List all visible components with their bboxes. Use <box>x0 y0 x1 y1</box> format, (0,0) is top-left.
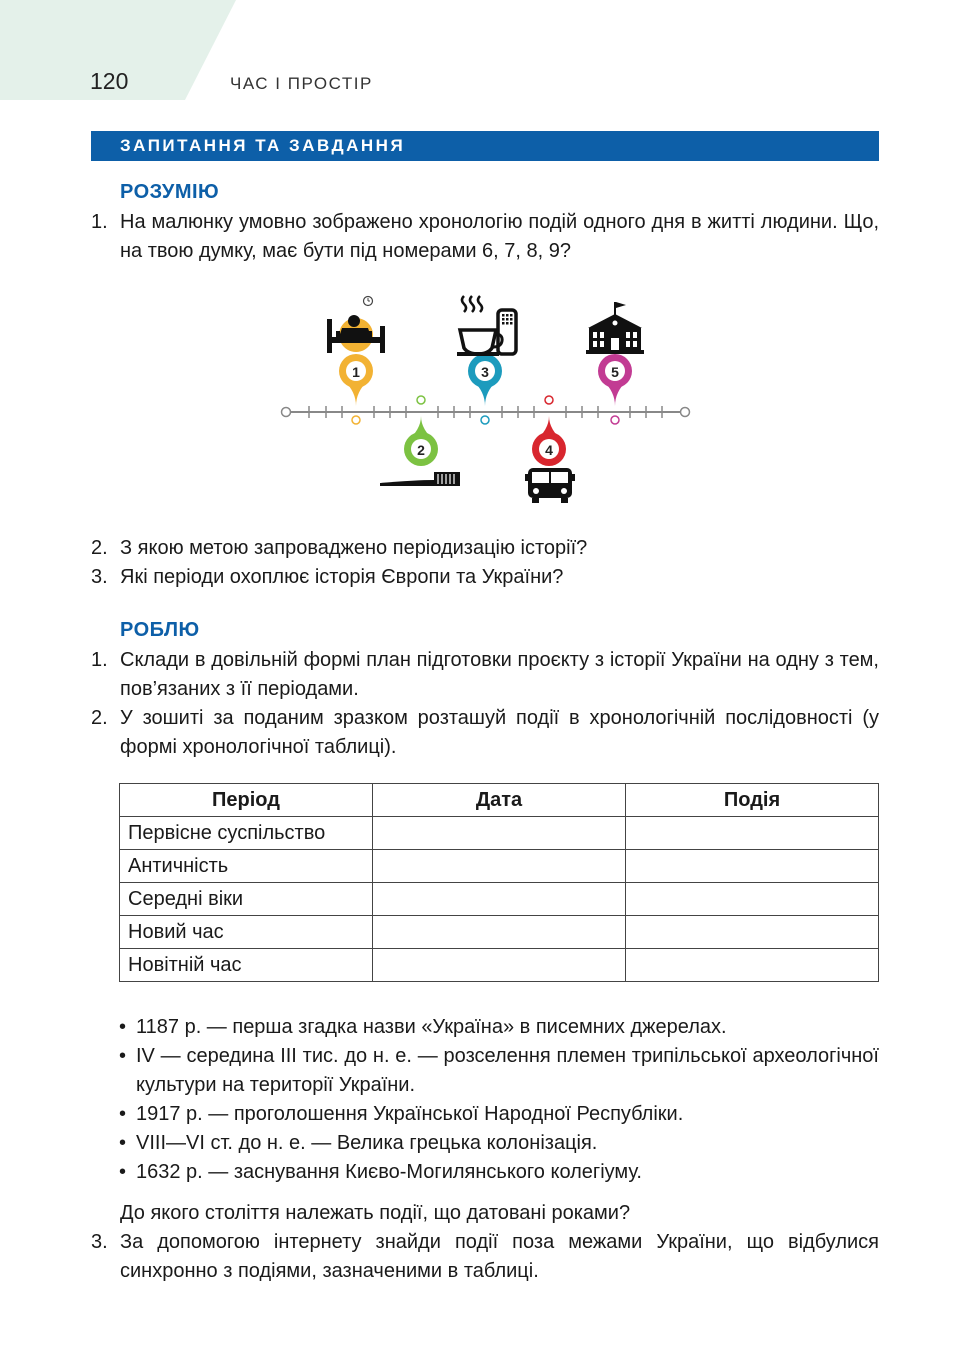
task-number: 3. <box>91 1231 108 1253</box>
date-cell <box>373 817 626 850</box>
column-header-date: Дата <box>373 784 626 817</box>
question-2 <box>91 534 879 563</box>
task-text: У зошиті за поданим зразком розташуй події в хронологічній послідовності (у формі хронологічної таблиці). <box>120 707 879 758</box>
task-3 <box>91 1228 879 1286</box>
bus-icon <box>525 468 575 503</box>
event-item: • 1632 р. — заснування Києво-Могилянського колегіуму. <box>119 1158 879 1187</box>
question-number: 3. <box>91 566 108 588</box>
event-item: • 1917 р. — проголошення Української Народної Республіки. <box>119 1100 879 1129</box>
task-text: Склади в довільній формі план підготовки проєкту з історії України на одну з тем, пов’язаних з її періодами. <box>120 649 879 700</box>
alarm-clock-icon <box>364 297 373 306</box>
coffee-cup-icon <box>457 296 516 356</box>
do-heading: РОБЛЮ <box>120 619 200 641</box>
running-head: ЧАС І ПРОСТІР <box>230 74 373 93</box>
marker-label-5: 5 <box>611 364 619 380</box>
section-banner: ЗАПИТАННЯ ТА ЗАВДАННЯ <box>91 131 879 161</box>
event-cell <box>626 949 879 982</box>
task-number: 2. <box>91 707 108 729</box>
task-2 <box>91 704 879 762</box>
task-1 <box>91 646 879 704</box>
table-header-row <box>120 784 879 817</box>
marker-label-2: 2 <box>417 442 425 458</box>
column-header-period: Період <box>120 784 373 817</box>
event-item: • VIII—VI ст. до н. е. — Велика грецька колонізація. <box>119 1129 879 1158</box>
events-list <box>119 1013 879 1187</box>
table-row <box>120 850 879 883</box>
timeline-marker-2 <box>404 396 438 466</box>
table-row <box>120 883 879 916</box>
question-1 <box>91 208 879 266</box>
period-cell: Первісне суспільство <box>120 817 373 850</box>
marker-label-1: 1 <box>352 364 360 380</box>
timeline-marker-4 <box>532 396 566 466</box>
timeline-end-dot <box>681 408 690 417</box>
question-number: 2. <box>91 537 108 559</box>
timeline-marker-5 <box>598 354 632 424</box>
event-cell <box>626 850 879 883</box>
period-cell: Античність <box>120 850 373 883</box>
event-cell <box>626 916 879 949</box>
chronology-table <box>119 783 879 982</box>
marker-label-4: 4 <box>545 442 553 458</box>
table-row <box>120 916 879 949</box>
school-building-icon <box>586 302 644 354</box>
event-item: • IV — середина III тис. до н. е. — розселення племен трипільської археологічної культури на території України. <box>119 1042 879 1100</box>
task-number: 1. <box>91 649 108 671</box>
date-cell <box>373 883 626 916</box>
table-row <box>120 949 879 982</box>
marker-label-3: 3 <box>481 364 489 380</box>
event-cell <box>626 817 879 850</box>
day-timeline-figure <box>276 290 696 510</box>
question-number: 1. <box>91 211 108 233</box>
column-header-event: Подія <box>626 784 879 817</box>
period-cell: Середні віки <box>120 883 373 916</box>
question-text: На малюнку умовно зображено хронологію подій одного дня в житті людини. Що, на твою думку, має бути під номерами 6, 7, 8, 9? <box>120 211 879 262</box>
timeline-start-dot <box>282 408 291 417</box>
question-text: Які періоди охоплює історія Європи та України? <box>120 566 564 588</box>
date-cell <box>373 916 626 949</box>
table-row <box>120 817 879 850</box>
question-text: З якою метою запроваджено періодизацію історії? <box>120 537 588 559</box>
question-3 <box>91 563 879 592</box>
period-cell: Новий час <box>120 916 373 949</box>
century-question: До якого століття належать події, що датовані роками? <box>120 1202 631 1224</box>
event-cell <box>626 883 879 916</box>
timeline-marker-3 <box>468 354 502 424</box>
period-cell: Новітній час <box>120 949 373 982</box>
task-text: За допомогою інтернету знайди події поза межами України, що відбулися синхронно з подіями, зазначеними в таблиці. <box>120 1231 879 1282</box>
date-cell <box>373 850 626 883</box>
understand-heading: РОЗУМІЮ <box>120 181 220 203</box>
date-cell <box>373 949 626 982</box>
toothbrush-icon <box>380 472 460 486</box>
page-number: 120 <box>90 68 129 94</box>
event-item: • 1187 р. — перша згадка назви «Україна» в писемних джерелах. <box>119 1013 879 1042</box>
